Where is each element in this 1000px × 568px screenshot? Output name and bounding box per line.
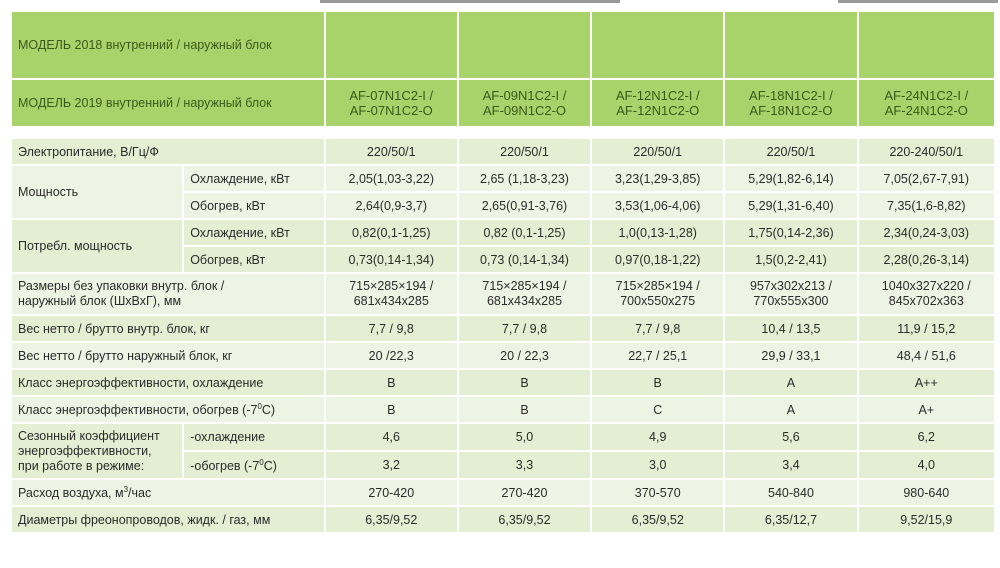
value-line: 715×285×194 / — [615, 279, 700, 293]
sub-label: Охлаждение, кВт — [184, 220, 323, 245]
row-pipes — [12, 507, 994, 532]
value-cell: 1,75(0,14-2,36) — [725, 220, 856, 245]
sub-label: Охлаждение, кВт — [184, 166, 323, 191]
value-cell: 3,23(1,29-3,85) — [592, 166, 723, 191]
value-cell: 3,53(1,06-4,06) — [592, 193, 723, 218]
value-line: 681x434x285 — [353, 294, 429, 308]
model-2019-label: МОДЕЛЬ 2019 внутренний / наружный блок — [12, 80, 324, 126]
value-cell: 3,0 — [592, 452, 723, 478]
value-cell: 980-640 — [859, 480, 994, 505]
header-row-2018 — [12, 12, 994, 78]
row-label — [12, 480, 324, 505]
bottom-edge — [0, 558, 1000, 568]
model-name-line: AF-24N1C2-O — [884, 103, 968, 118]
label-text: /час — [128, 486, 152, 500]
value-cell: 6,35/9,52 — [326, 507, 457, 532]
model-name-line: AF-12N1C2-I / — [615, 88, 700, 103]
value-cell: 22,7 / 25,1 — [592, 343, 723, 368]
value-cell: C — [592, 397, 723, 422]
row-capacity-cooling — [12, 166, 994, 191]
label-text: С) — [261, 403, 276, 417]
cropped-line-fragment — [838, 0, 998, 3]
value-cell: B — [326, 397, 457, 422]
row-label — [12, 397, 324, 422]
value-cell: 11,9 / 15,2 — [859, 316, 994, 341]
value-line: 1040x327x220 / — [881, 279, 971, 293]
value-cell: 48,4 / 51,6 — [859, 343, 994, 368]
label-text: С) — [263, 458, 277, 473]
value-cell: 7,7 / 9,8 — [326, 316, 457, 341]
value-cell: B — [459, 370, 590, 395]
value-cell: 20 /22,3 — [326, 343, 457, 368]
value-cell: 6,35/9,52 — [592, 507, 723, 532]
model-2018-cell — [326, 12, 457, 78]
row-label: Вес нетто / брутто внутр. блок, кг — [12, 316, 324, 341]
value-cell: 6,35/12,7 — [725, 507, 856, 532]
value-cell: A++ — [859, 370, 994, 395]
row-label: Мощность — [12, 166, 182, 218]
row-seasonal-cooling — [12, 424, 994, 450]
row-label: Класс энергоэффективности, охлаждение — [12, 370, 324, 395]
model-name-line: AF-18N1C2-I / — [749, 88, 833, 103]
value-cell: 0,73(0,14-1,34) — [326, 247, 457, 272]
value-line: 700x550x275 — [620, 294, 696, 308]
sub-label: Обогрев, кВт — [184, 247, 323, 272]
model-name-line: AF-12N1C2-O — [616, 103, 700, 118]
row-weight-outdoor — [12, 343, 994, 368]
row-airflow — [12, 480, 994, 505]
spec-table — [10, 10, 996, 534]
value-cell: 270-420 — [326, 480, 457, 505]
value-cell: 220-240/50/1 — [859, 139, 994, 164]
sub-label: Обогрев, кВт — [184, 193, 323, 218]
model-name-cell — [592, 80, 723, 126]
row-label-line: энергоэффективности, — [18, 443, 152, 458]
row-label: Электропитание, В/Гц/Ф — [12, 139, 324, 164]
header-row-2019 — [12, 80, 994, 126]
value-cell: 370-570 — [592, 480, 723, 505]
value-cell: 0,82 (0,1-1,25) — [459, 220, 590, 245]
row-label: Вес нетто / брутто наружный блок, кг — [12, 343, 324, 368]
value-line: 681x434x285 — [486, 294, 563, 308]
value-line: 770x555x300 — [753, 294, 829, 308]
value-cell: 270-420 — [459, 480, 590, 505]
value-cell: 20 / 22,3 — [459, 343, 590, 368]
row-power-supply — [12, 139, 994, 164]
model-name-cell — [725, 80, 856, 126]
label-text: Класс энергоэффективности, обогрев (-7 — [18, 403, 258, 417]
model-2018-label: МОДЕЛЬ 2018 внутренний / наружный блок — [12, 12, 324, 78]
value-cell: B — [592, 370, 723, 395]
value-cell: 3,4 — [725, 452, 856, 478]
row-weight-indoor — [12, 316, 994, 341]
value-cell: 540-840 — [725, 480, 856, 505]
gap-cell — [12, 128, 994, 137]
superscript: 0 — [259, 457, 264, 467]
row-label-line: Сезонный коэффициент — [18, 428, 160, 443]
value-cell — [592, 274, 723, 314]
value-cell: A — [725, 397, 856, 422]
row-label — [12, 274, 324, 314]
value-cell: 7,05(2,67-7,91) — [859, 166, 994, 191]
value-line: 715×285×194 / — [482, 279, 567, 293]
row-energy-class-heating — [12, 397, 994, 422]
sub-label — [184, 452, 323, 478]
value-cell — [326, 274, 457, 314]
value-cell: 9,52/15,9 — [859, 507, 994, 532]
value-cell: 0,97(0,18-1,22) — [592, 247, 723, 272]
value-cell: 5,6 — [725, 424, 856, 450]
superscript: 0 — [257, 402, 262, 411]
row-label — [12, 424, 182, 478]
value-cell: 4,9 — [592, 424, 723, 450]
row-label-line: Размеры без упаковки внутр. блок / — [18, 279, 225, 293]
value-cell: 2,05(1,03-3,22) — [326, 166, 457, 191]
value-cell: 220/50/1 — [459, 139, 590, 164]
value-cell: 5,29(1,31-6,40) — [725, 193, 856, 218]
value-cell: 220/50/1 — [592, 139, 723, 164]
value-cell: 6,2 — [859, 424, 994, 450]
model-2018-cell — [459, 12, 590, 78]
value-cell: 0,82(0,1-1,25) — [326, 220, 457, 245]
value-cell: 2,65 (1,18-3,23) — [459, 166, 590, 191]
model-name-cell — [859, 80, 994, 126]
value-cell: 29,9 / 33,1 — [725, 343, 856, 368]
value-cell: 2,65(0,91-3,76) — [459, 193, 590, 218]
model-name-cell — [459, 80, 590, 126]
value-cell: 7,7 / 9,8 — [592, 316, 723, 341]
sub-label: -охлаждение — [184, 424, 323, 450]
row-dimensions — [12, 274, 994, 314]
row-label-line: при работе в режиме: — [18, 458, 145, 473]
value-line: 715×285×194 / — [349, 279, 434, 293]
superscript: 3 — [123, 485, 129, 494]
value-line: 957x302x213 / — [749, 279, 832, 293]
value-cell: 1,5(0,2-2,41) — [725, 247, 856, 272]
value-cell: 220/50/1 — [326, 139, 457, 164]
row-label-line: наружный блок (ШхВхГ), мм — [18, 294, 182, 308]
value-cell: 7,7 / 9,8 — [459, 316, 590, 341]
model-name-line: AF-07N1C2-I / — [349, 88, 434, 103]
value-cell — [459, 274, 590, 314]
value-cell: 6,35/9,52 — [459, 507, 590, 532]
value-cell: A — [725, 370, 856, 395]
row-label: Потребл. мощность — [12, 220, 182, 272]
value-cell: 7,35(1,6-8,82) — [859, 193, 994, 218]
model-name-cell — [326, 80, 457, 126]
model-2018-cell — [859, 12, 994, 78]
value-cell: 5,0 — [459, 424, 590, 450]
value-cell: 2,64(0,9-3,7) — [326, 193, 457, 218]
value-cell: A+ — [859, 397, 994, 422]
row-energy-class-cooling — [12, 370, 994, 395]
model-name-line: AF-07N1C2-O — [349, 103, 433, 118]
top-edge — [0, 0, 1000, 8]
value-cell: 4,6 — [326, 424, 457, 450]
value-cell: 1,0(0,13-1,28) — [592, 220, 723, 245]
model-name-line: AF-18N1C2-O — [749, 103, 833, 118]
value-cell: 4,0 — [859, 452, 994, 478]
value-cell: B — [459, 397, 590, 422]
model-2018-cell — [592, 12, 723, 78]
header-gap — [12, 128, 994, 137]
value-cell: 220/50/1 — [725, 139, 856, 164]
model-name-line: AF-09N1C2-O — [482, 103, 567, 118]
label-text: Расход воздуха, м — [18, 486, 124, 500]
value-cell: 2,28(0,26-3,14) — [859, 247, 994, 272]
cropped-line-fragment — [320, 0, 620, 3]
row-label: Диаметры фреонопроводов, жидк. / газ, мм — [12, 507, 324, 532]
model-name-line: AF-09N1C2-I / — [482, 88, 567, 103]
row-power-input-cooling — [12, 220, 994, 245]
value-cell: B — [326, 370, 457, 395]
value-cell — [859, 274, 994, 314]
value-cell: 5,29(1,82-6,14) — [725, 166, 856, 191]
model-2018-cell — [725, 12, 856, 78]
model-name-line: AF-24N1C2-I / — [884, 88, 969, 103]
value-cell: 3,3 — [459, 452, 590, 478]
value-line: 845x702x363 — [888, 294, 964, 308]
value-cell: 10,4 / 13,5 — [725, 316, 856, 341]
label-text: -обогрев (-7 — [190, 458, 260, 473]
value-cell — [725, 274, 856, 314]
value-cell: 2,34(0,24-3,03) — [859, 220, 994, 245]
value-cell: 0,73 (0,14-1,34) — [459, 247, 590, 272]
value-cell: 3,2 — [326, 452, 457, 478]
